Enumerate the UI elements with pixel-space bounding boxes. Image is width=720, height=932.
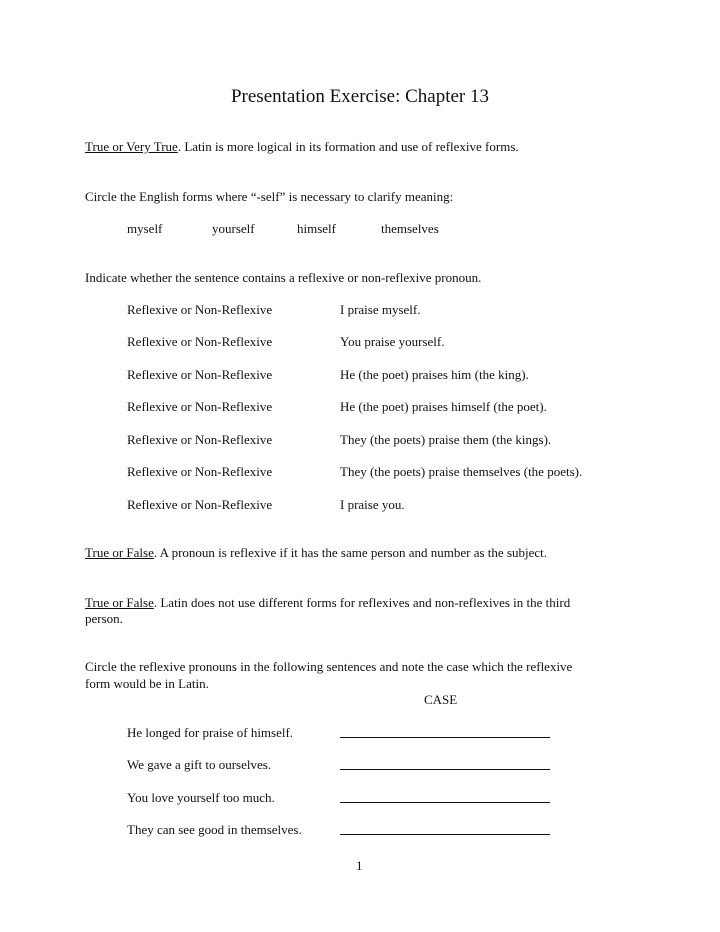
question-text: . A pronoun is reflexive if it has the same person and number as the subject.: [153, 545, 548, 560]
option-himself[interactable]: himself: [297, 221, 336, 236]
question-true-false-1: [85, 545, 547, 561]
case-answer-blank[interactable]: [340, 757, 550, 774]
page-number: 1: [356, 858, 363, 873]
reflexive-choice[interactable]: Reflexive or Non-Reflexive: [127, 334, 273, 349]
case-answer-blank[interactable]: [340, 725, 550, 742]
question-text: . Latin is more logical in its formation and use of reflexive forms.: [177, 139, 519, 154]
reflexive-choice[interactable]: Reflexive or Non-Reflexive: [127, 497, 273, 512]
reflexive-choice[interactable]: Reflexive or Non-Reflexive: [127, 367, 273, 382]
page-title: Presentation Exercise: Chapter 13: [230, 86, 489, 107]
sentence-text: I praise you.: [340, 497, 405, 512]
reflexive-choice[interactable]: Reflexive or Non-Reflexive: [127, 399, 273, 414]
question-true-very-true: [85, 139, 519, 155]
sentence-text: They (the poets) praise them (the kings).: [340, 432, 552, 447]
answer-choice-label[interactable]: True or False: [85, 595, 154, 610]
question-text-continued: person.: [85, 611, 123, 626]
reflexive-choice[interactable]: Reflexive or Non-Reflexive: [127, 302, 273, 317]
case-sentence: You love yourself too much.: [127, 790, 275, 805]
case-sentence: We gave a gift to ourselves.: [127, 757, 272, 772]
question-circle-forms-prompt: Circle the English forms where “-self” is necessary to clarify meaning:: [85, 189, 454, 204]
sentence-text: You praise yourself.: [340, 334, 445, 349]
reflexive-choice[interactable]: Reflexive or Non-Reflexive: [127, 432, 273, 447]
question-case-prompt-line2: form would be in Latin.: [85, 676, 209, 691]
case-sentence: They can see good in themselves.: [127, 822, 302, 837]
case-answer-blank[interactable]: [340, 822, 550, 839]
reflexive-choice[interactable]: Reflexive or Non-Reflexive: [127, 464, 273, 479]
case-column-header: CASE: [424, 692, 458, 707]
answer-choice-label[interactable]: True or False: [85, 545, 154, 560]
case-answer-blank[interactable]: [340, 790, 550, 807]
sentence-text: They (the poets) praise themselves (the poets).: [340, 464, 583, 479]
sentence-text: He (the poet) praises himself (the poet).: [340, 399, 547, 414]
question-true-false-2: [85, 595, 570, 611]
option-themselves[interactable]: themselves: [381, 221, 439, 236]
sentence-text: He (the poet) praises him (the king).: [340, 367, 529, 382]
answer-choice-label[interactable]: True or Very True: [85, 139, 178, 154]
option-yourself[interactable]: yourself: [212, 221, 255, 236]
case-sentence: He longed for praise of himself.: [127, 725, 294, 740]
question-reflexive-prompt: Indicate whether the sentence contains a reflexive or non-reflexive pronoun.: [85, 270, 482, 285]
option-myself[interactable]: myself: [127, 221, 163, 236]
sentence-text: I praise myself.: [340, 302, 421, 317]
question-case-prompt-line1: Circle the reflexive pronouns in the following sentences and note the case which the reflexive: [85, 659, 573, 674]
question-text: . Latin does not use different forms for reflexives and non-reflexives in the third: [153, 595, 571, 610]
